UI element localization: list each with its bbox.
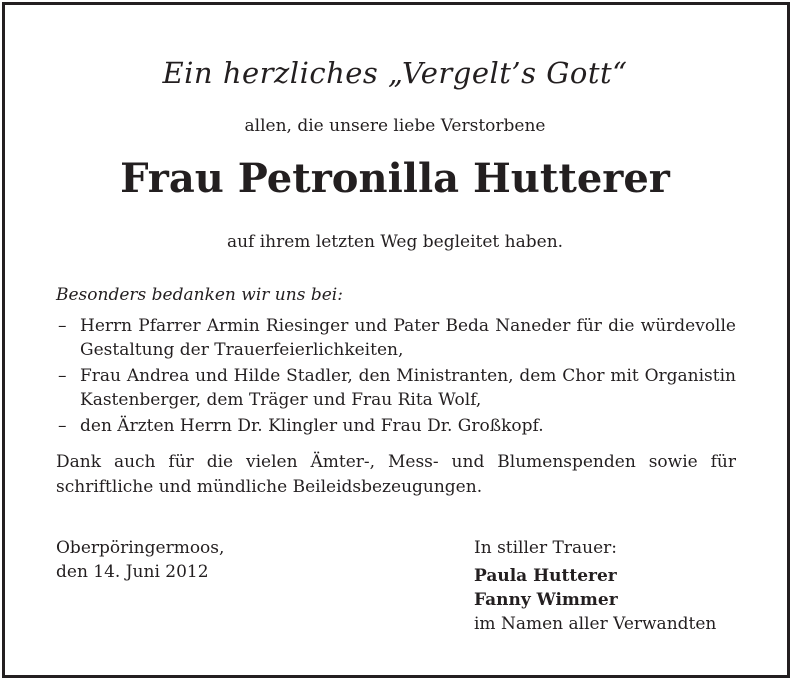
- mourners-suffix: im Namen aller Verwandten: [474, 614, 717, 634]
- mourners-block: [474, 536, 716, 636]
- place: Oberpöringermoos,: [56, 538, 225, 558]
- thanks-item-text: den Ärzten Herrn Dr. Klingler und Frau Dr. Großkopf.: [80, 416, 544, 436]
- date: den 14. Juni 2012: [56, 562, 209, 582]
- thanks-item-helpers: [56, 364, 736, 412]
- headline: Ein herzliches „Vergelt’s Gott“: [162, 56, 628, 90]
- closing-text: Dank auch für die vielen Ämter-, Mess- und Blumenspenden sowie für schriftliche und mündliche Beileidsbezeugungen.: [56, 452, 736, 497]
- dash-marker: –: [58, 416, 67, 436]
- dash-marker: –: [58, 366, 67, 386]
- mourner-name: Fanny Wimmer: [474, 590, 618, 610]
- dash-marker: –: [58, 316, 67, 336]
- thanks-heading: Besonders bedanken wir uns bei:: [56, 285, 343, 305]
- thanks-item-clergy: [56, 314, 736, 362]
- mourning-heading: In stiller Trauer:: [474, 538, 617, 558]
- thanks-item-text: Frau Andrea und Hilde Stadler, den Ministranten, dem Chor mit Organistin Kastenberger, dem Träger und Frau Rita Wolf,: [80, 366, 736, 410]
- mourner-name: Paula Hutterer: [474, 566, 617, 586]
- intro-text: allen, die unsere liebe Verstorbene: [244, 116, 546, 136]
- place-date-block: [56, 536, 224, 584]
- thanks-item-doctors: [56, 414, 736, 438]
- thanks-item-text: Herrn Pfarrer Armin Riesinger und Pater Beda Naneder für die würdevolle Gestaltung der Trauerfeierlichkeiten,: [80, 316, 736, 360]
- outro-text: auf ihrem letzten Weg begleitet haben.: [226, 232, 564, 252]
- thanks-list: [56, 314, 736, 438]
- deceased-name: Frau Petronilla Hutterer: [120, 155, 670, 202]
